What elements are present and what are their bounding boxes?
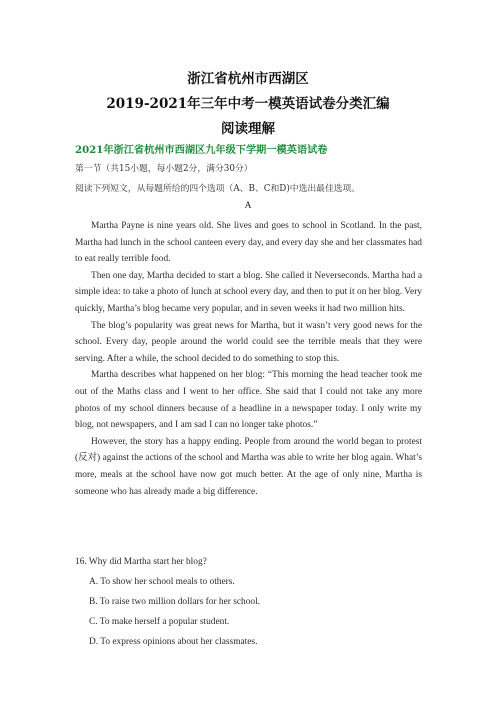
paragraph: Then one day, Martha decided to start a blog. She called it Neverseconds. Martha had a simple idea: to take a photo of lunch at school every day, and then to put it on her blog. Very quickly, Martha’s blog became very popular, and in seven weeks it had two million hits. [75,270,422,314]
paragraph: The blog’s popularity was great news for Martha, but it wasn’t very good news for the school. Every day, people around the world could see the terrible meals that they were serving. After a while, the school decided to do something to stop this. [75,320,422,364]
exam-subtitle: 2021年浙江省杭州市西湖区九年级下学期一模英语试卷 [75,144,328,156]
paragraph: Martha describes what happened on her blog: “This morning the head teacher took me out of the Maths class and I went to her office. She said that I could not take any more photos of my school dinners because of a headline in a newspaper today. I only write my blog, not newspapers, and I am sad I can no longer take photos.” [75,370,422,431]
option-d: D. To express opinions about her classmates. [89,637,258,647]
option-b: B. To raise two million dollars for her school. [89,597,261,607]
title-exam-collection: 2019-2021年三年中考一模英语试卷分类汇编 [106,96,390,112]
section-info: 第一节（共15小题，每小题2分，满分30分） [75,164,253,174]
paragraph: However, the story has a happy ending. People from around the world began to protest (反对) against the actions of the school and Martha was able to write her blog again. What’s more, meals at the school have now got much better. At the age of only nine, Martha is someone who has already made a big difference. [75,436,422,497]
instruction: 阅读下列短文，从每题所给的四个选项（A、B、C和D)中选出最佳选项。 [75,184,361,194]
title-region: 浙江省杭州市西湖区 [187,71,309,87]
passage-label: A [244,201,252,211]
option-a: A. To show her school meals to others. [89,577,235,587]
title-section-reading: 阅读理解 [221,121,275,137]
passage-body [75,218,422,500]
question-stem: 16. Why did Martha start her blog? [75,557,207,567]
paragraph: Martha Payne is nine years old. She lives and goes to school in Scotland. In the past, Martha had lunch in the school canteen every day, and every day she and her classmates had to eat really terrible food. [75,221,422,265]
option-c: C. To make herself a popular student. [89,617,230,627]
